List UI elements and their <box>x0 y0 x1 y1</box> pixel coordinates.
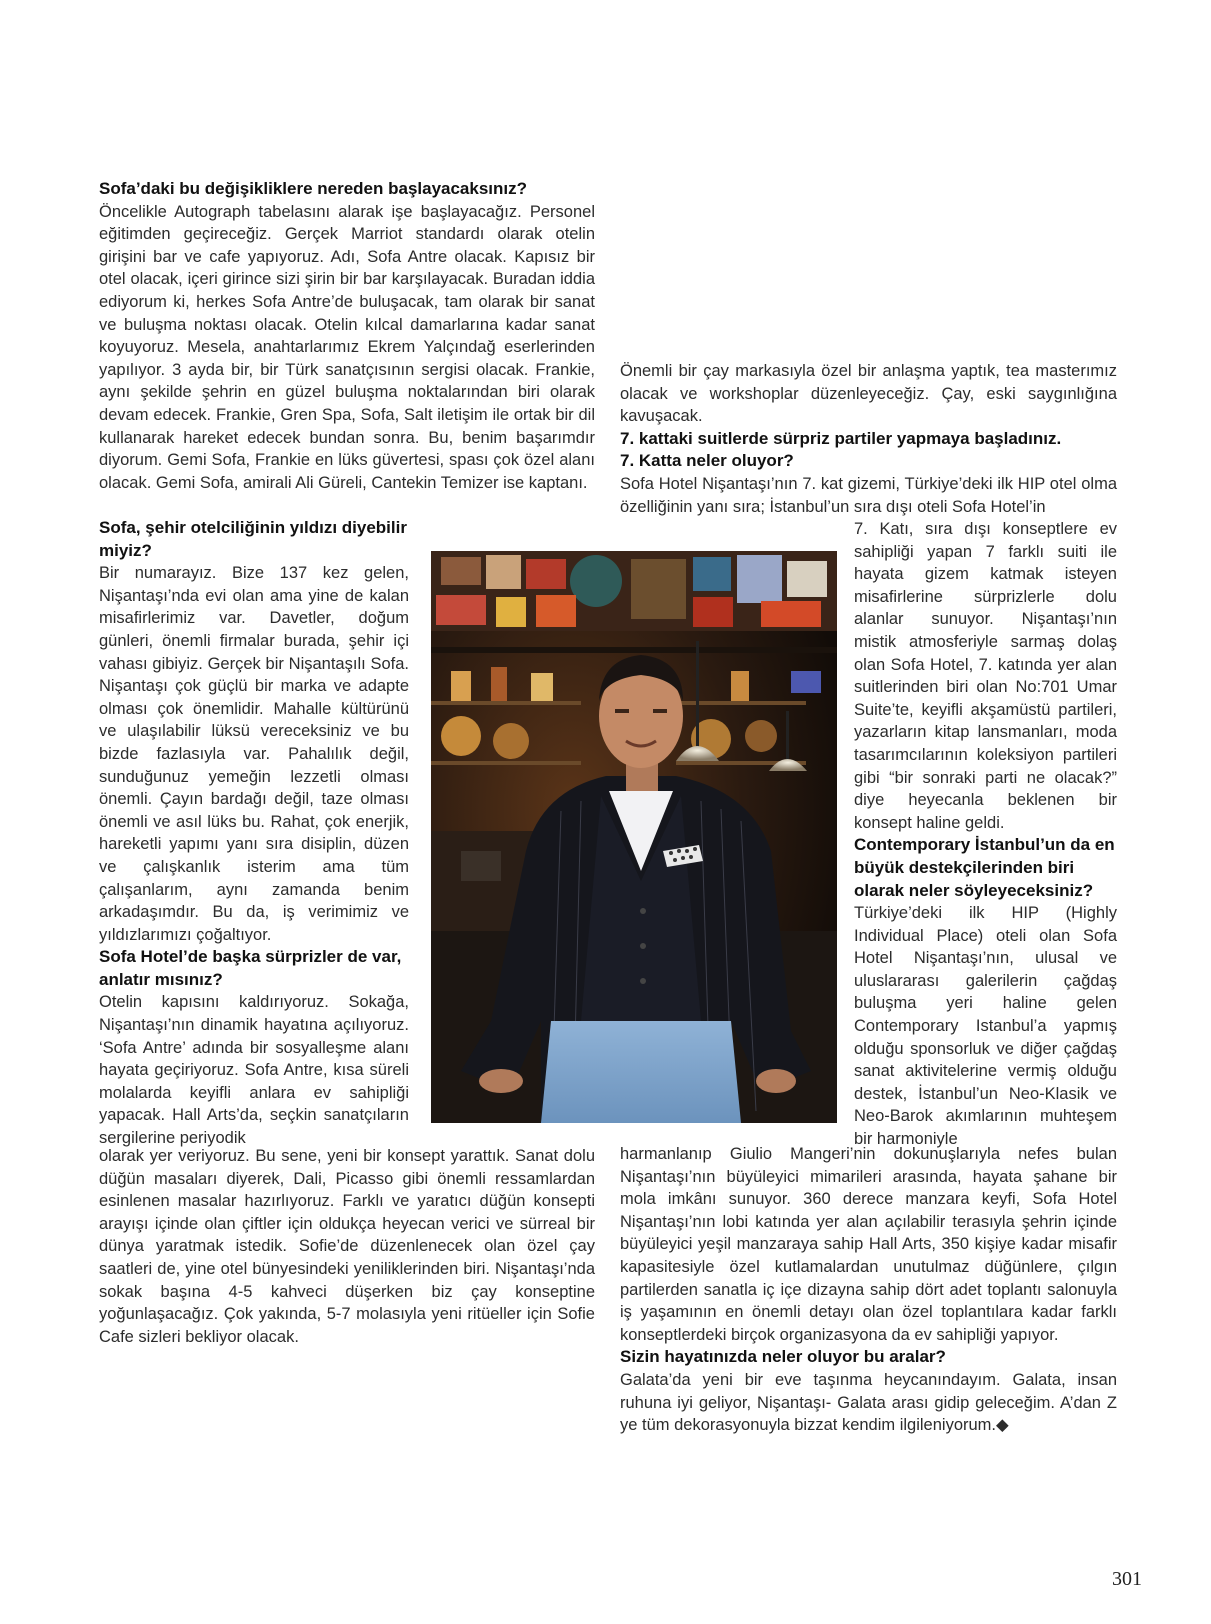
question-heading: Sofa’daki bu değişikliklere nereden başlayacaksınız? <box>99 179 528 198</box>
question-heading: Sofa Hotel’de başka sürprizler de var, anlatır mısınız? <box>99 947 402 989</box>
answer-paragraph: Öncelikle Autograph tabelasını alarak işe başlayacağız. Personel eğitimden geçireceğiz. Gerçek Marriot standardı olarak otelin girişini bar ve cafe yapıyoruz. Adı, Sofa Antre olacak. Kapısız bir otel olacak, içeri girince sizi şirin bir bar karşılayacak. Buradan iddia ediyorum ki, herkes Sofa Antre’de buluşacak, tam olarak bir sanat ve buluşma noktası olacak. Otelin kılcal damarlarına kadar sanat koyuyoruz. Mesela, anahtarlarımız Ekrem Yalçındağ eserlerinden yapılıyor. 3 ayda bir, bir Türk sanatçısının sergisi olacak. Frankie, aynı şekilde şehrin en güzel buluşma noktalarından biri olarak devam edecek. Frankie, Gren Spa, Sofa, Salt iletişim ile ortak bir dil kullanarak hareket edecek bundan sonra. Bu, benim başarımdır diyorum. Gemi Sofa, Frankie en lüks güvertesi, spası çok özel alanı olacak. Gemi Sofa, amirali Ali Güreli, Cantekin Temizer ise kaptanı. <box>99 202 595 492</box>
left-column-narrow <box>99 517 409 1150</box>
answer-paragraph: olarak yer veriyoruz. Bu sene, yeni bir konsept yarattık. Sanat dolu düğün masaları diyerek, Dali, Picasso gibi önemli ressamlardan esinlenen masalar hazırlıyoruz. Farklı ve yaratıcı düğün konsepti arayışı içinde olan çiftler için oldukça heyecan verici ve sürreal bir dünya yaratmak istedik. Sofie’de düzenlenecek olan özel çay saatleri de, yine otel bünyesindeki yeniliklerinden biri. Nişantaşı’nda sokak başına 4-5 kahveci düşerken biz çay konseptine yoğunlaşacağız. Çok yakında, 5-7 molasıyla yeni ritüeller için Sofie Cafe sizleri bekliyor olacak. <box>99 1147 595 1346</box>
page-number: 301 <box>1112 1568 1142 1590</box>
right-column-narrow <box>854 518 1117 1151</box>
end-mark-icon: ◆ <box>996 1416 1009 1435</box>
answer-paragraph: Önemli bir çay markasıyla özel bir anlaşma yaptık, tea masterımız olacak ve workshoplar düzenleyeceğiz. Çay, eski saygınlığına kavuşacak. <box>620 362 1117 426</box>
answer-paragraph: Bir numarayız. Bize 137 kez gelen, Nişantaşı’nda evi olan ama yine de kalan misafirlerimiz var. Davetler, doğum günleri, önemli firmalar burada, şehir içi vahası gibiyiz. Gerçek bir Nişantaşılı Sofa. Nişantaşı çok güçlü bir marka ve adapte olması çok önemlidir. Mahalle kültürünü ve ulaşılabilir lüksü vereceksiniz ve bu bizde fazlasıyla var. Pahalılık değil, sunduğunuz yemeğin lezzetli olması önemli. Çayın bardağı değil, taze olması önemli ve asıl lüks bu. Rahat, çok enerjik, hareketli yapımı yanı sıra disiplin, düzen ve çalışkanlık isterim ama tüm çalışanlarım, aynı zamanda benim arkadaşımdır. Bu da, iş verimimiz ve yıldızlarımızı çoğaltıyor. <box>99 564 409 944</box>
right-column-top <box>620 360 1117 518</box>
portrait-photo <box>431 551 837 1123</box>
question-heading: Sofa, şehir otelciliğinin yıldızı diyebilir miyiz? <box>99 518 407 560</box>
answer-text: Galata’da yeni bir eve taşınma heycanındayım. Galata, insan ruhuna iyi geliyor, Nişantaşı- Galata arası gidip geleceğim. A’dan Z ye tüm dekorasyonuyla bizzat kendim ilgileniyorum. <box>620 1370 1117 1435</box>
left-column-bottom <box>99 1145 595 1348</box>
question-heading: Sizin hayatınızda neler oluyor bu aralar? <box>620 1347 946 1367</box>
answer-paragraph: harmanlanıp Giulio Mangeri’nin dokunuşlarıyla nefes bulan Nişantaşı’nın büyüleyici mimarileri arasında, hayata şahane bir mola imkânı sunuyor. 360 derece manzara keyfi, Sofa Hotel Nişantaşı’nın lobi katında yer alan açılabilir terasıyla şehrin içinde büyüleyici yeşil manzaraya sahip Hall Arts, 350 kişiye kadar misafir kapasitesiyle özel kutlamalardan unutulmaz düğünlere, çılgın partilerden sanatla iç içe dizayna sahip dört adet toplantı salonuyla iş yaşamının en önemli detayı olan özel toplantılara kadar farklı konseptlerdeki birçok organizasyona da ev sahipliği yapıyor. <box>620 1145 1117 1344</box>
right-column-bottom <box>620 1143 1117 1437</box>
question-heading: 7. kattaki suitlerde sürpriz partiler yapmaya başladınız. <box>620 428 1062 448</box>
answer-paragraph: 7. Katı, sıra dışı konseptlere ev sahipliği yapan 7 farklı suiti ile hayata gizem katmak isteyen misafirlerine sürprizlerle dolu alanlar sunuyor. Nişantaşı’nın mistik atmosferiyle sarmaş dolaş olan Sofa Hotel, 7. katında yer alan suitlerinden biri olan No:701 Umar Suite’te, keyifli akşamüstü partileri, yazarların kitap lansmanları, moda tasarımcılarının koleksiyon partileri gibi “bir sonraki parti ne olacak?” diye heyecanla beklenen bir konsept haline geldi. <box>854 520 1117 832</box>
answer-paragraph: Otelin kapısını kaldırıyoruz. Sokağa, Nişantaşı’nın dinamik hayatına açılıyoruz. ‘Sofa Antre’ adında bir sosyalleşme alanı hayata geçiriyoruz. Sofa Antre, kısa süreli molalarda keyifli anlara ev sahipliği yapacak. Hall Arts’da, seçkin sanatçıların sergilerine periyodik <box>99 993 409 1148</box>
question-heading: Contemporary İstanbul’un da en büyük destekçilerinden biri olarak neler söyleyeceksiniz? <box>854 835 1115 900</box>
answer-paragraph: Sofa Hotel Nişantaşı’nın 7. kat gizemi, Türkiye’deki ilk HIP otel olma özelliğinin yanı sıra; İstanbul’un sıra dışı oteli Sofa Hotel’in <box>620 474 1117 516</box>
left-column-top <box>99 178 595 494</box>
question-heading: 7. Katta neler oluyor? <box>620 451 794 471</box>
answer-paragraph: Türkiye’deki ilk HIP (Highly Individual Place) oteli olan Sofa Hotel Nişantaşı’nın, ulusal ve uluslararası galerilerin çağdaş buluşma yeri haline gelen Contemporary Istanbul’a yapmış olduğu sponsorluk ve diğer çağdaş sanat aktivitelerine vermiş olduğu destek, İstanbul’un Neo-Klasik ve Neo-Barok akımlarının muhteşem bir harmoniyle <box>854 904 1117 1149</box>
answer-paragraph <box>620 1369 1117 1437</box>
